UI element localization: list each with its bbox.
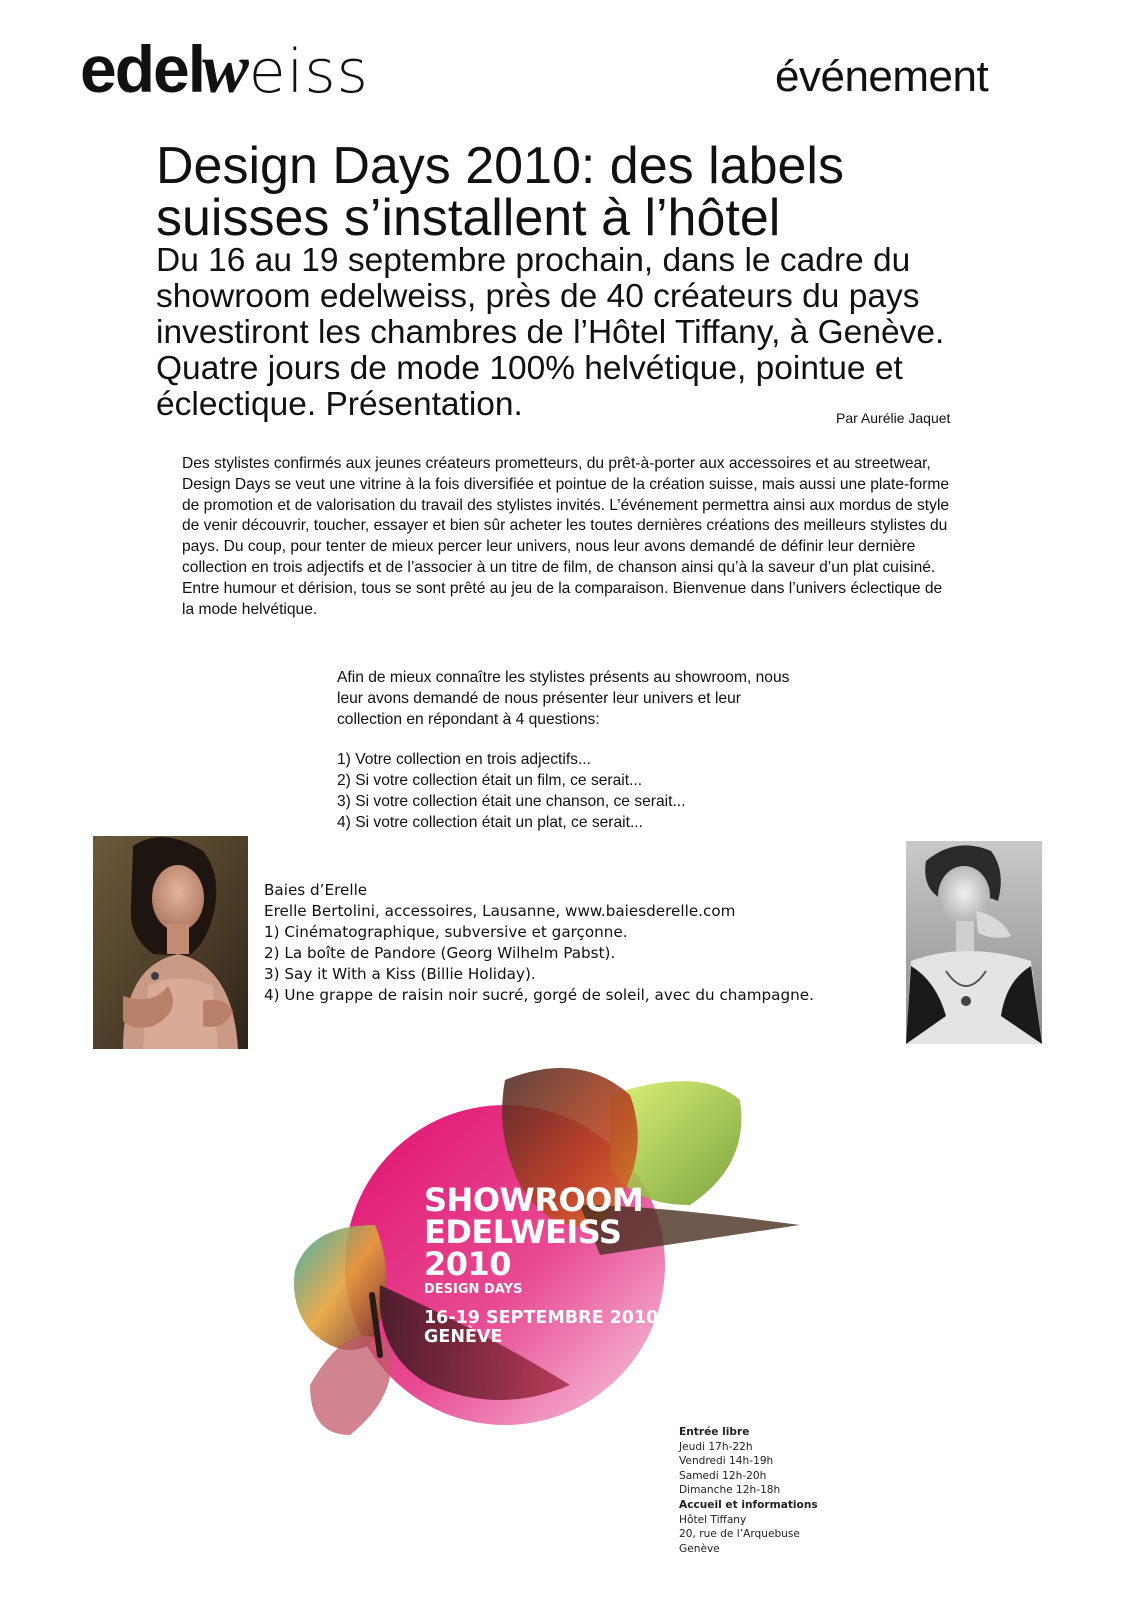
question-item: 1) Votre collection en trois adjectifs...	[337, 751, 591, 769]
questions-block	[337, 668, 807, 834]
poster-line-year: 2010	[424, 1245, 512, 1283]
poster-text	[424, 1181, 659, 1347]
practical-info	[679, 1425, 839, 1556]
designer-name: Baies d’Erelle	[264, 881, 368, 899]
designer-answer: 4) Une grappe de raisin noir sucré, gorgé de soleil, avec du champagne.	[264, 986, 814, 1004]
designer-answer: 1) Cinématographique, subversive et garçonne.	[264, 923, 628, 941]
question-item: 4) Si votre collection était un plat, ce serait...	[337, 813, 643, 831]
hours-line: Vendredi 14h-19h	[679, 1455, 774, 1468]
designer-info: Erelle Bertolini, accessoires, Lausanne, www.baiesderelle.com	[264, 902, 736, 920]
designer-entry	[264, 880, 884, 1006]
logo-part-light: eiss	[248, 37, 369, 107]
designer-answer: 3) Say it With a Kiss (Billie Holiday).	[264, 965, 536, 983]
butterfly-wing-blue	[294, 1225, 386, 1350]
hours-line: Jeudi 17h-22h	[679, 1440, 753, 1453]
section-label: événement	[775, 52, 989, 101]
question-item: 3) Si votre collection était une chanson, ce serait...	[337, 792, 686, 810]
poster-subtitle: DESIGN DAYS	[424, 1282, 523, 1297]
edelweiss-logo	[80, 30, 440, 108]
hours-line: Dimanche 12h-18h	[679, 1484, 781, 1497]
vintage-portrait-photo	[906, 841, 1042, 1044]
byline: Par Aurélie Jaquet	[836, 410, 951, 426]
designer-answer: 2) La boîte de Pandore (Georg Wilhelm Pabst).	[264, 944, 616, 962]
portrait-illustration	[93, 836, 248, 1049]
info-label: Accueil et informations	[679, 1498, 818, 1511]
bw-portrait-illustration	[906, 841, 1042, 1044]
address-line: 20, rue de l’Arquebuse	[679, 1528, 800, 1541]
designer-portrait-photo	[93, 836, 248, 1049]
article-title: Design Days 2010: des labels suisses s’installent à l’hôtel	[156, 137, 844, 247]
question-item: 2) Si votre collection était un film, ce serait...	[337, 772, 643, 790]
questions-list	[337, 750, 807, 833]
logo-part-script: w	[202, 31, 249, 108]
address-line: Hôtel Tiffany	[679, 1513, 747, 1526]
hours-line: Samedi 12h-20h	[679, 1469, 767, 1482]
poster-line-edelweiss: EDELWEISS	[424, 1213, 622, 1251]
intro-paragraph: Des stylistes confirmés aux jeunes créateurs prometteurs, du prêt-à-porter aux accessoires et au streetwear, Design Days se veut une vitrine à la fois diversifiée et pointue de la création suisse, mais aussi une plate-forme de promotion et de valorisation du travail des stylistes invités. L’événement permettra ainsi aux mordus de style de venir découvrir, toucher, essayer et bien sûr acheter les toutes dernières créations des meilleurs stylistes du pays. Du coup, pour tenter de mieux percer leur univers, nous leur avons demandé de définir leur dernière collection en trois adjectifs et de l’associer à un titre de film, de chanson ainsi qu’à la saveur d’un plat cuisiné. Entre humour et dérision, tous se sont prêté au jeu de la comparaison. Bienvenue dans l’univers éclectique de la mode helvétique.	[182, 455, 950, 618]
poster-line-showroom: SHOWROOM	[424, 1181, 644, 1219]
entry-label: Entrée libre	[679, 1426, 750, 1438]
questions-lead: Afin de mieux connaître les stylistes présents au showroom, nous leur avons demandé de nous présenter leur univers et leur collection en répondant à 4 questions:	[337, 669, 790, 728]
address-line: Genève	[679, 1542, 720, 1555]
poster-dates: 16-19 SEPTEMBRE 2010	[424, 1308, 659, 1328]
article-deck: Du 16 au 19 septembre prochain, dans le cadre du showroom edelweiss, près de 40 créateurs du pays investiront les chambres de l’Hôtel Tiffany, à Genève. Quatre jours de mode 100% helvétique, pointue et éclectique. Présentation.	[156, 242, 945, 423]
logo-part-bold: edel	[80, 32, 205, 106]
poster-city: GENÈVE	[424, 1327, 503, 1347]
